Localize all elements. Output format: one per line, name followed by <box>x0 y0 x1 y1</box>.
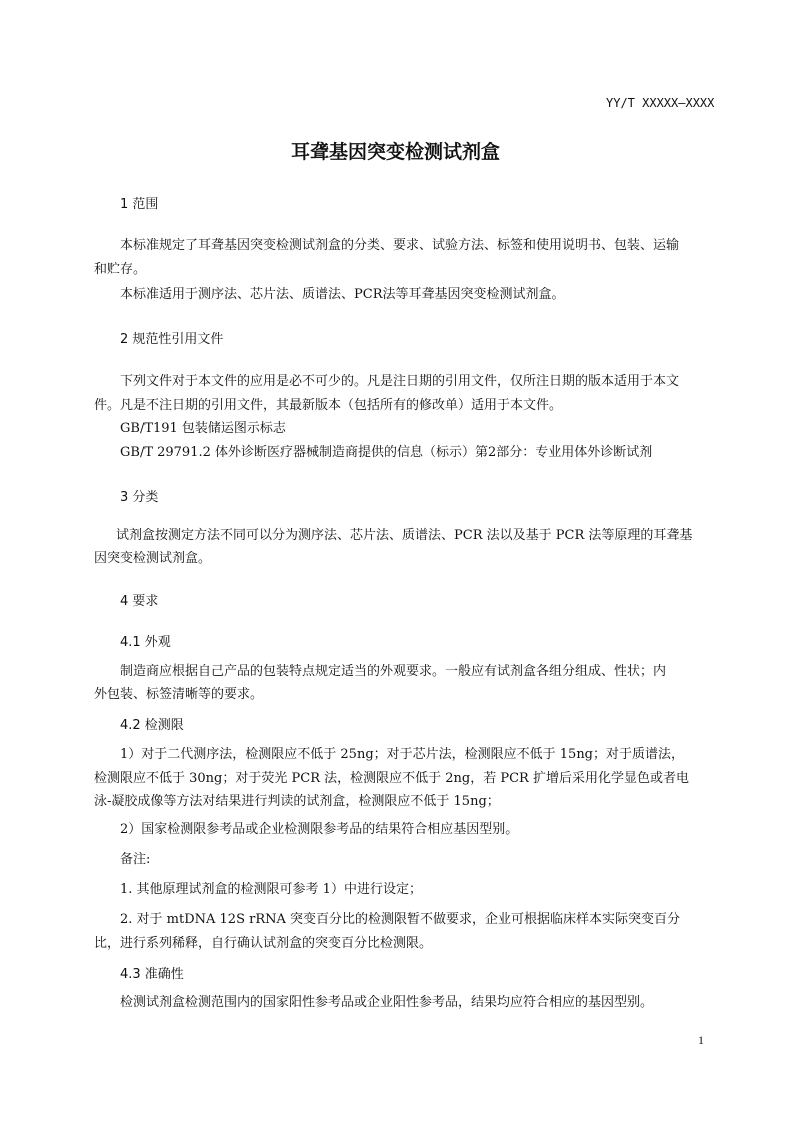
subsection-4-3-heading: 4.3 准确性 <box>120 967 184 982</box>
detection-limit-item-1-line: 1）对于二代测序法，检测限应不低于 25ng；对于芯片法，检测限应不低于 15ng；对于质谱法， <box>120 747 685 762</box>
section-3-paragraph-line: 试剂盒按测定方法不同可以分为测序法、芯片法、质谱法、PCR 法以及基于 PCR 法等原理的耳聋基 <box>116 528 693 543</box>
section-1-paragraph-line: 本标准规定了耳聋基因突变检测试剂盒的分类、要求、试验方法、标签和使用说明书、包装、运输 <box>120 238 680 253</box>
note-item-2-line: 比，进行系列稀释，自行确认试剂盒的突变百分比检测限。 <box>94 936 433 951</box>
section-2-paragraph-line: 下列文件对于本文件的应用是必不可少的。凡是注日期的引用文件，仅所注日期的版本适用于本文 <box>120 374 680 389</box>
normative-reference: GB/T 29791.2 体外诊断医疗器械制造商提供的信息（标示）第2部分：专业用体外诊断试剂 <box>120 445 653 460</box>
page-number: 1 <box>698 1033 704 1047</box>
section-2-heading: 2 规范性引用文件 <box>120 332 224 347</box>
normative-reference: GB/T191 包装储运图示标志 <box>120 421 286 436</box>
section-2-paragraph-line: 件。凡是不注日期的引用文件，其最新版本（包括所有的修改单）适用于本文件。 <box>94 398 563 413</box>
subsection-4-1-line: 制造商应根据自己产品的包装特点规定适当的外观要求。一般应有试剂盒各组分组成、性状；内 <box>120 664 667 679</box>
note-item-2-line: 2. 对于 mtDNA 12S rRNA 突变百分比的检测限暂不做要求，企业可根据临床样本实际突变百分 <box>120 912 681 927</box>
subsection-4-2-heading: 4.2 检测限 <box>120 718 184 733</box>
subsection-4-1-line: 外包装、标签清晰等的要求。 <box>94 687 264 702</box>
detection-limit-item-1-line: 检测限应不低于 30ng；对于荧光 PCR 法，检测限应不低于 2ng，若 PCR 扩增后采用化学显色或者电 <box>94 771 689 786</box>
section-3-heading: 3 分类 <box>120 490 159 505</box>
document-number: YY/T XXXXX—XXXX <box>606 96 715 110</box>
subsection-4-1-heading: 4.1 外观 <box>120 635 171 650</box>
section-4-heading: 4 要求 <box>120 594 159 609</box>
section-1-paragraph: 本标准适用于测序法、芯片法、质谱法、PCR法等耳聋基因突变检测试剂盒。 <box>120 287 565 302</box>
note-label: 备注: <box>120 852 151 867</box>
section-1-heading: 1 范围 <box>120 197 159 212</box>
subsection-4-3-line: 检测试剂盒检测范围内的国家阳性参考品或企业阳性参考品，结果均应符合相应的基因型别。 <box>120 995 654 1010</box>
detection-limit-item-2: 2）国家检测限参考品或企业检测限参考品的结果符合相应基因型别。 <box>120 822 519 837</box>
section-3-paragraph-line: 因突变检测试剂盒。 <box>94 551 212 566</box>
detection-limit-item-1-line: 泳-凝胶成像等方法对结果进行判读的试剂盒，检测限应不低于 15ng； <box>94 794 500 809</box>
page-title: 耳聋基因突变检测试剂盒 <box>291 141 501 163</box>
section-1-paragraph-line: 和贮存。 <box>94 262 147 277</box>
note-item-1: 1. 其他原理试剂盒的检测限可参考 1）中进行设定； <box>120 882 422 897</box>
